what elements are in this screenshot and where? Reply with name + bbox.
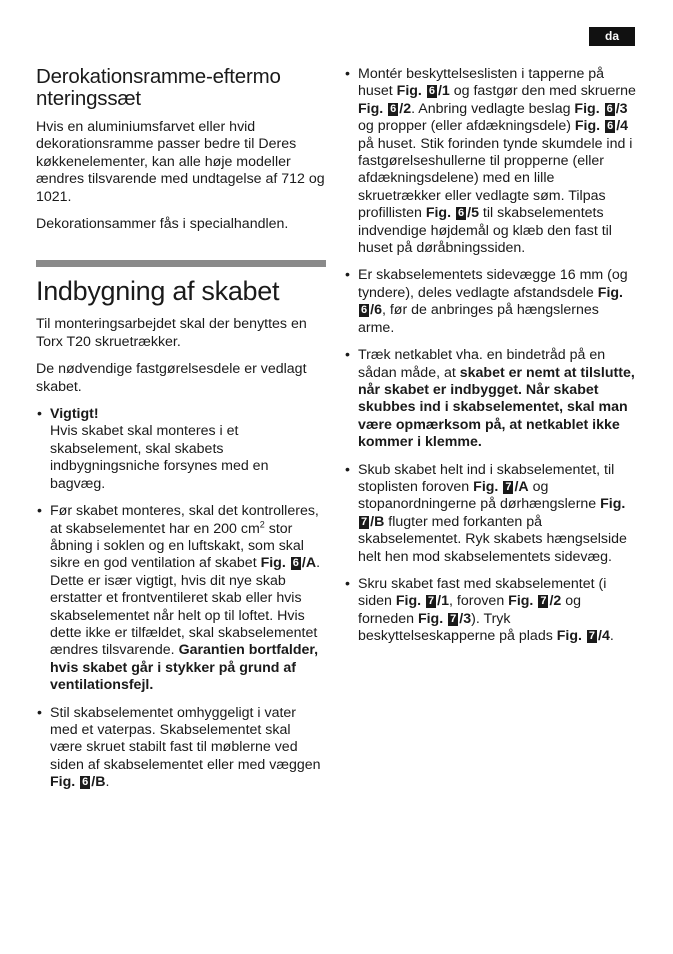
list-item: • Stil skabselementet omhyggeligt i vater med et vaterpas. Skabselementet skal være skruet stabilt fast til møblerne ved siden af skabselementet eller med væggen Fig. 6 /B.: [36, 705, 326, 792]
figure-reference: Fig. 6 /1: [396, 83, 450, 100]
list-item: • Montér beskyttelseslisten i tapperne på huset Fig. 6 /1 og fastgør den med skruerne Fig. 6 /2. Anbring vedlagte beslag Fig. 6 /3 og propper (eller afdækningsdele) Fig. 6 /4 på huset. Stik forinden tynde skumdele ind i fastgørelseshullerne til propperne (eller afdækningsdelene) med en lille skruetrækker eller vedlagte søm. Tilpas profillisten Fig. 6 /5 til skabselementets indvendige højdemål og klæb den fast til huset på døråbningssiden.: [344, 66, 638, 257]
section-subheading: Derokationsramme-eftermo nteringssæt: [36, 65, 281, 110]
figure-number-badge: 6: [292, 557, 299, 570]
figure-number-badge: 6: [458, 207, 465, 220]
figure-number-badge: 6: [428, 85, 435, 98]
language-tab: da: [589, 27, 635, 46]
list-item: • Skub skabet helt ind i skabselementet, til stoplisten foroven Fig. 7 /A og stopanordningerne på dørhængslerne Fig. 7 /B flugter med forkanten på skabselementet. Ryk skabets hængselside helt hen mod skabselementets sidevæg.: [344, 462, 638, 566]
section-divider: [36, 260, 326, 267]
bullet-list: [344, 66, 638, 646]
paragraph: De nødvendige fastgørelsesdele er vedlagt skabet.: [36, 361, 307, 395]
figure-number-badge: 6: [82, 776, 89, 789]
paragraph: Hvis en aluminiumsfarvet eller hvid dekorationsramme passer bedre til Deres køkkenelementer, kan alle høje modeller ændres tilsvarende med undtagelse af 712 og 1021.: [36, 119, 325, 205]
figure-reference: Fig. 7 /A: [473, 478, 529, 495]
paragraph: Til monteringsarbejdet skal der benyttes en Torx T20 skruetrækker.: [36, 316, 307, 350]
section-heading: Indbygning af skabet: [36, 276, 280, 307]
list-item: • Er skabselementets sidevægge 16 mm (og tyndere), deles vedlagte afstandsdele Fig. 6 /6, før de anbringes på hængslernes arme.: [344, 267, 638, 337]
figure-number-badge: 7: [505, 480, 512, 493]
figure-reference: Fig. 7 /3: [417, 610, 472, 627]
figure-reference: Fig. 6 /4: [574, 118, 629, 135]
figure-reference: Fig. 6 /3: [574, 100, 628, 117]
figure-reference: Fig. 6 /B: [50, 774, 106, 791]
list-item: • Skru skabet fast med skabselementet (i siden Fig. 7 /1, foroven Fig. 7 /2 og forneden Fig. 7 /3). Tryk beskyttelseskapperne på plads Fig. 7 /4.: [344, 576, 638, 646]
figure-reference: Fig. 7 /1: [395, 593, 449, 610]
warranty-warning: Garantien bortfalder, hvis skabet går i stykker på grund af ventilationsfejl.: [50, 642, 319, 694]
cable-warning: skabet er nemt at tilslutte, når skabet er indbygget. Når skabet skubbes ind i skabselementet, skal man være opmærksom på, at netkablet ikke kommer i klemme.: [358, 364, 635, 451]
paragraph: Dekorationsammer fås i specialhandlen.: [36, 216, 289, 233]
left-column: [36, 66, 326, 802]
figure-number-badge: 7: [450, 612, 457, 625]
list-item: • Før skabet monteres, skal det kontrolleres, at skabselementet har en 200 $cm^2$ stor åbning i soklen og en luftskakt, som skal sikre en god ventilation af skabet Fig. 6 /A. Dette er især vigtigt, hvis dit nye skab erstatter et frontventileret skab eller hvis skabselementet når helt op til loftet. Hvis dette ikke er tilfældet, skal skabselementet ændres tilsvarende. Garantien bortfalder, hvis skabet går i stykker på grund af ventilationsfejl.: [36, 503, 326, 694]
right-column: [344, 66, 638, 656]
figure-reference: Fig. 7 /2: [508, 593, 562, 610]
bullet-list: [36, 406, 326, 792]
figure-number-badge: 7: [588, 630, 596, 643]
figure-number-badge: 6: [607, 120, 614, 133]
figure-reference: Fig. 6 /A: [260, 555, 317, 572]
figure-reference: Fig. 6 /5: [425, 205, 479, 222]
figure-reference: Fig. 7 /B: [361, 496, 626, 530]
figure-number-badge: 6: [361, 304, 368, 317]
figure-reference: Fig. 6 /2: [358, 100, 412, 117]
figure-number-badge: 7: [428, 595, 435, 608]
warning-title: Vigtigt!: [50, 406, 99, 423]
figure-number-badge: 7: [540, 595, 547, 608]
figure-reference: Fig. 6 /6: [361, 284, 623, 319]
figure-number-badge: 6: [390, 102, 397, 115]
list-item: • Vigtigt! Hvis skabet skal monteres i et skabselement, skal skabets indbygningsniche forsynes med en bagvæg.: [36, 406, 326, 493]
figure-number-badge: 6: [606, 102, 613, 115]
figure-number-badge: 7: [361, 515, 368, 528]
list-item: • Træk netkablet vha. en bindetråd på en sådan måde, at skabet er nemt at tilslutte, når skabet er indbygget. Når skabet skubbes ind i skabselementet, skal man være opmærksom på, at netkablet ikke kommer i klemme.: [344, 347, 638, 451]
figure-reference: Fig. 7 /4: [556, 628, 610, 645]
